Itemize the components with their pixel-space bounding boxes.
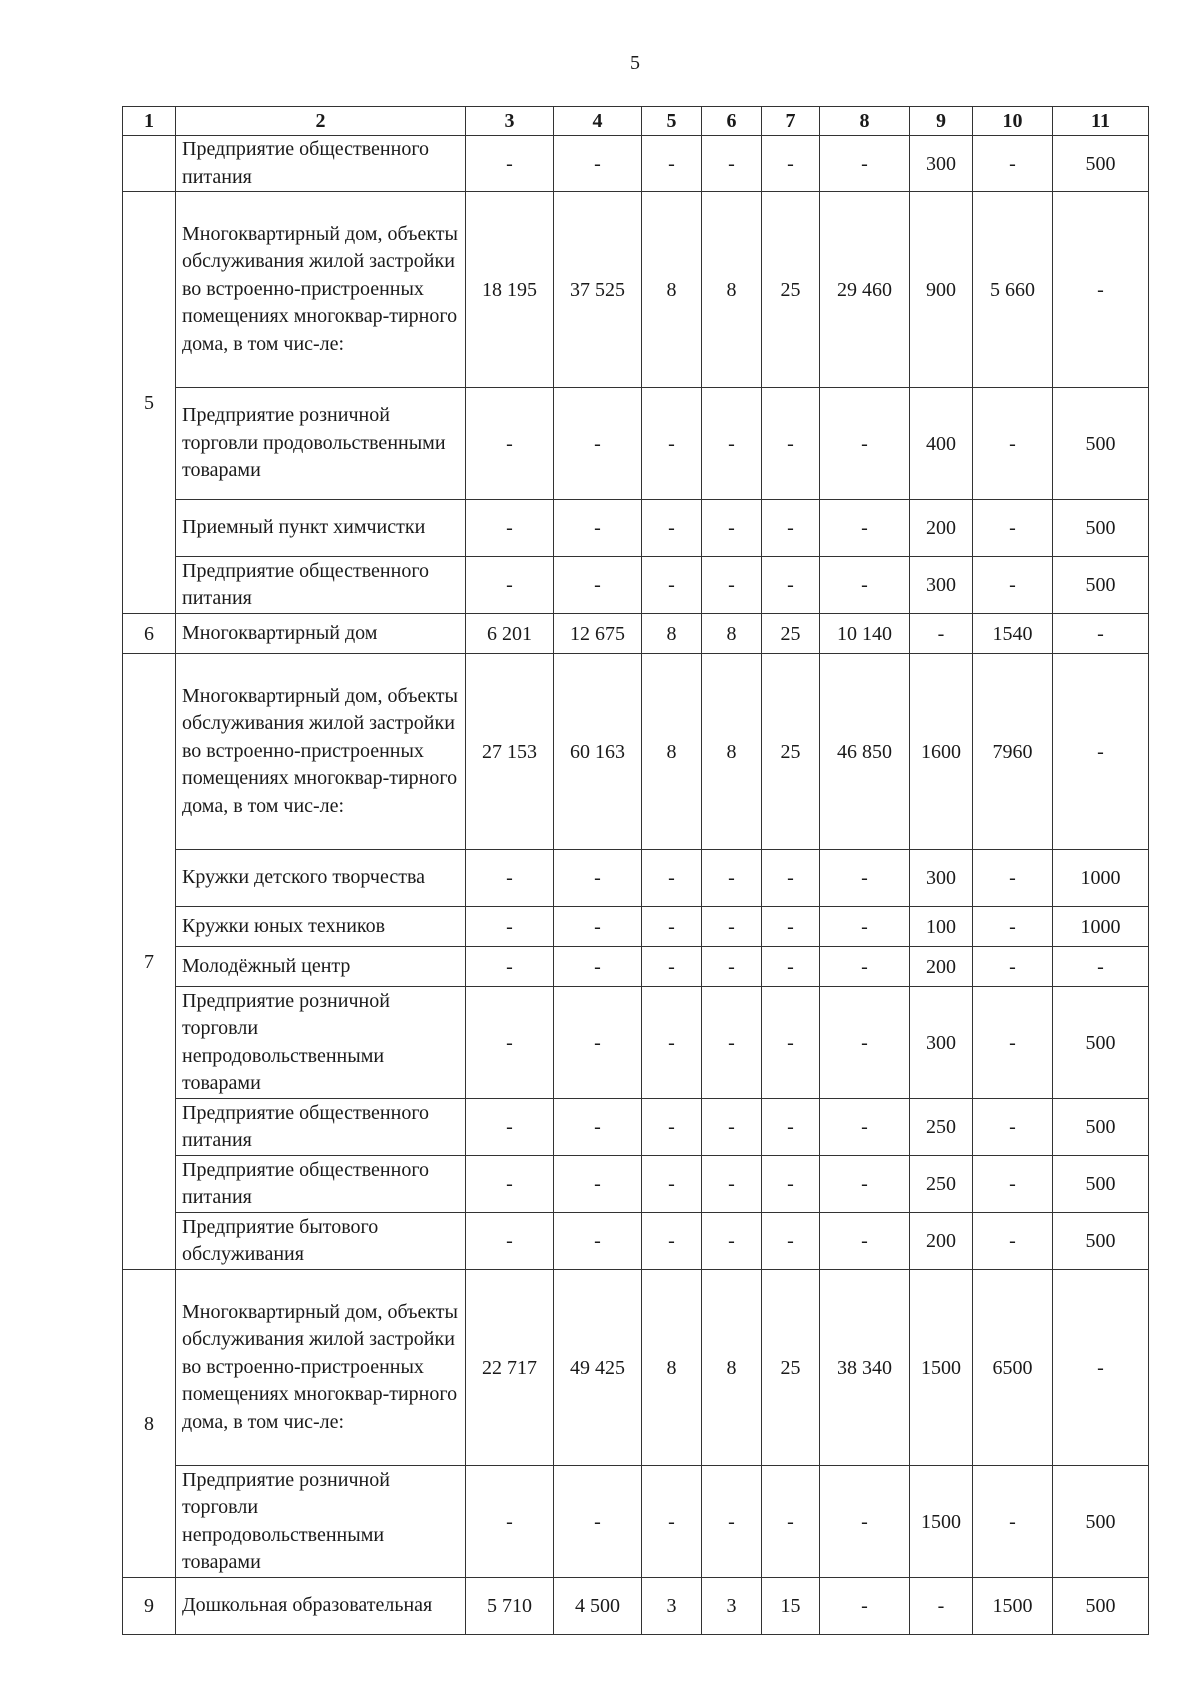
- cell: -: [702, 1156, 762, 1213]
- cell: -: [642, 907, 702, 947]
- cell: -: [973, 1466, 1053, 1578]
- cell: 8: [642, 192, 702, 388]
- object-name: Предприятие общественного питания: [176, 136, 466, 192]
- cell: 200: [910, 500, 973, 557]
- cell: 15: [762, 1578, 820, 1635]
- data-table: [122, 106, 1149, 1635]
- cell: -: [820, 557, 910, 614]
- cell: 4 500: [554, 1578, 642, 1635]
- object-name: Кружки юных техников: [176, 907, 466, 947]
- cell: -: [762, 136, 820, 192]
- col-header: 10: [973, 107, 1053, 136]
- cell: 250: [910, 1099, 973, 1156]
- cell: -: [466, 388, 554, 500]
- cell: -: [466, 1156, 554, 1213]
- table-row: [123, 1578, 1149, 1635]
- object-name: Кружки детского творчества: [176, 850, 466, 907]
- cell: 500: [1053, 557, 1149, 614]
- cell: -: [554, 907, 642, 947]
- cell: -: [642, 1466, 702, 1578]
- cell: 12 675: [554, 614, 642, 654]
- cell: 500: [1053, 1099, 1149, 1156]
- cell: 25: [762, 192, 820, 388]
- cell: -: [554, 987, 642, 1099]
- col-header: 3: [466, 107, 554, 136]
- cell: -: [702, 1213, 762, 1270]
- table-row: [123, 907, 1149, 947]
- cell: 8: [702, 192, 762, 388]
- cell: 500: [1053, 1578, 1149, 1635]
- cell: 7960: [973, 654, 1053, 850]
- table-row: [123, 614, 1149, 654]
- cell: 200: [910, 947, 973, 987]
- cell: -: [642, 1213, 702, 1270]
- object-name: Предприятие бытового обслуживания: [176, 1213, 466, 1270]
- table-row: [123, 654, 1149, 850]
- cell: -: [642, 1099, 702, 1156]
- cell: -: [820, 1466, 910, 1578]
- cell: -: [973, 1099, 1053, 1156]
- cell: -: [702, 907, 762, 947]
- cell: 500: [1053, 1466, 1149, 1578]
- cell: -: [642, 136, 702, 192]
- table-row: [123, 1099, 1149, 1156]
- cell: -: [702, 500, 762, 557]
- cell: 500: [1053, 136, 1149, 192]
- cell: -: [910, 614, 973, 654]
- cell: -: [642, 987, 702, 1099]
- cell: 300: [910, 136, 973, 192]
- cell: 29 460: [820, 192, 910, 388]
- table-row: [123, 500, 1149, 557]
- cell: 900: [910, 192, 973, 388]
- table-row: [123, 1213, 1149, 1270]
- col-header: 11: [1053, 107, 1149, 136]
- cell: -: [642, 947, 702, 987]
- cell: -: [702, 388, 762, 500]
- cell: 49 425: [554, 1270, 642, 1466]
- cell: -: [466, 1213, 554, 1270]
- cell: -: [702, 136, 762, 192]
- cell: -: [910, 1578, 973, 1635]
- cell: 500: [1053, 1213, 1149, 1270]
- object-name: Многоквартирный дом, объекты обслуживания жилой застройки во встроенно-пристроенных помещениях многоквар-тирного дома, в том чис-ле:: [176, 654, 466, 850]
- cell: 1500: [910, 1466, 973, 1578]
- cell: -: [466, 850, 554, 907]
- cell: -: [762, 850, 820, 907]
- cell: -: [1053, 1270, 1149, 1466]
- object-name: Предприятие общественного питания: [176, 557, 466, 614]
- cell: 37 525: [554, 192, 642, 388]
- col-header: 6: [702, 107, 762, 136]
- col-header: 1: [123, 107, 176, 136]
- col-header: 7: [762, 107, 820, 136]
- cell: -: [1053, 614, 1149, 654]
- cell: -: [1053, 192, 1149, 388]
- cell: 25: [762, 654, 820, 850]
- cell: 1500: [910, 1270, 973, 1466]
- cell: -: [973, 1156, 1053, 1213]
- page-number: 5: [630, 52, 640, 74]
- cell: -: [702, 1466, 762, 1578]
- cell: 500: [1053, 500, 1149, 557]
- cell: 1540: [973, 614, 1053, 654]
- cell: -: [820, 1099, 910, 1156]
- cell: -: [762, 500, 820, 557]
- cell: 200: [910, 1213, 973, 1270]
- table-row: [123, 557, 1149, 614]
- object-name: Молодёжный центр: [176, 947, 466, 987]
- cell: 5 710: [466, 1578, 554, 1635]
- cell: -: [762, 1466, 820, 1578]
- cell: -: [762, 987, 820, 1099]
- cell: -: [973, 850, 1053, 907]
- cell: 1000: [1053, 850, 1149, 907]
- cell: -: [702, 850, 762, 907]
- cell: -: [554, 388, 642, 500]
- cell: 18 195: [466, 192, 554, 388]
- cell: 8: [642, 614, 702, 654]
- col-header: 8: [820, 107, 910, 136]
- header-row: [123, 107, 1149, 136]
- col-header: 2: [176, 107, 466, 136]
- cell: 500: [1053, 987, 1149, 1099]
- cell: -: [466, 1099, 554, 1156]
- table-row: [123, 1270, 1149, 1466]
- table-row: [123, 388, 1149, 500]
- cell: -: [642, 1156, 702, 1213]
- row-number: [123, 136, 176, 192]
- row-number: 7: [123, 654, 176, 1270]
- col-header: 5: [642, 107, 702, 136]
- cell: 6500: [973, 1270, 1053, 1466]
- cell: -: [702, 987, 762, 1099]
- cell: -: [973, 907, 1053, 947]
- cell: -: [762, 1099, 820, 1156]
- cell: -: [554, 947, 642, 987]
- cell: 25: [762, 1270, 820, 1466]
- object-name: Многоквартирный дом, объекты обслуживания жилой застройки во встроенно-пристроенных помещениях многоквар-тирного дома, в том чис-ле:: [176, 1270, 466, 1466]
- cell: -: [466, 500, 554, 557]
- cell: 300: [910, 850, 973, 907]
- table-row: [123, 136, 1149, 192]
- object-name: Предприятие розничной торговли непродовольственными товарами: [176, 987, 466, 1099]
- object-name: Многоквартирный дом: [176, 614, 466, 654]
- cell: 1500: [973, 1578, 1053, 1635]
- cell: -: [820, 850, 910, 907]
- cell: -: [973, 388, 1053, 500]
- cell: 400: [910, 388, 973, 500]
- cell: -: [973, 987, 1053, 1099]
- cell: -: [762, 947, 820, 987]
- cell: -: [554, 1099, 642, 1156]
- table-row: [123, 987, 1149, 1099]
- cell: -: [762, 907, 820, 947]
- cell: -: [1053, 947, 1149, 987]
- col-header: 9: [910, 107, 973, 136]
- cell: -: [820, 500, 910, 557]
- row-number: 5: [123, 192, 176, 614]
- cell: -: [466, 987, 554, 1099]
- cell: -: [762, 1213, 820, 1270]
- cell: 46 850: [820, 654, 910, 850]
- cell: -: [820, 1156, 910, 1213]
- cell: -: [554, 557, 642, 614]
- cell: 8: [702, 654, 762, 850]
- cell: -: [820, 388, 910, 500]
- cell: 1000: [1053, 907, 1149, 947]
- cell: -: [554, 500, 642, 557]
- cell: 3: [702, 1578, 762, 1635]
- row-number: 8: [123, 1270, 176, 1578]
- cell: -: [820, 136, 910, 192]
- cell: 100: [910, 907, 973, 947]
- cell: -: [466, 1466, 554, 1578]
- cell: -: [820, 987, 910, 1099]
- cell: -: [466, 947, 554, 987]
- cell: 8: [702, 614, 762, 654]
- cell: -: [762, 388, 820, 500]
- table-row: [123, 850, 1149, 907]
- object-name: Предприятие розничной торговли непродовольственными товарами: [176, 1466, 466, 1578]
- object-name: Многоквартирный дом, объекты обслуживания жилой застройки во встроенно-пристроенных помещениях многоквар-тирного дома, в том чис-ле:: [176, 192, 466, 388]
- cell: 3: [642, 1578, 702, 1635]
- cell: 10 140: [820, 614, 910, 654]
- cell: -: [554, 136, 642, 192]
- cell: 500: [1053, 1156, 1149, 1213]
- cell: 60 163: [554, 654, 642, 850]
- cell: 8: [702, 1270, 762, 1466]
- cell: 250: [910, 1156, 973, 1213]
- cell: 8: [642, 654, 702, 850]
- cell: -: [973, 1213, 1053, 1270]
- cell: -: [642, 850, 702, 907]
- col-header: 4: [554, 107, 642, 136]
- cell: -: [702, 1099, 762, 1156]
- cell: -: [554, 850, 642, 907]
- cell: -: [820, 1578, 910, 1635]
- object-name: Дошкольная образовательная: [176, 1578, 466, 1635]
- cell: 38 340: [820, 1270, 910, 1466]
- cell: -: [762, 1156, 820, 1213]
- cell: -: [973, 557, 1053, 614]
- object-name: Приемный пункт химчистки: [176, 500, 466, 557]
- table-row: [123, 192, 1149, 388]
- cell: -: [973, 136, 1053, 192]
- cell: -: [554, 1466, 642, 1578]
- cell: -: [642, 500, 702, 557]
- cell: -: [1053, 654, 1149, 850]
- cell: -: [820, 1213, 910, 1270]
- cell: -: [702, 947, 762, 987]
- cell: 1600: [910, 654, 973, 850]
- cell: 500: [1053, 388, 1149, 500]
- cell: 300: [910, 987, 973, 1099]
- cell: -: [762, 557, 820, 614]
- cell: -: [642, 557, 702, 614]
- object-name: Предприятие общественного питания: [176, 1099, 466, 1156]
- cell: -: [820, 907, 910, 947]
- row-number: 9: [123, 1578, 176, 1635]
- cell: 25: [762, 614, 820, 654]
- table-row: [123, 1156, 1149, 1213]
- cell: -: [973, 500, 1053, 557]
- cell: 22 717: [466, 1270, 554, 1466]
- cell: 5 660: [973, 192, 1053, 388]
- cell: -: [642, 388, 702, 500]
- cell: 27 153: [466, 654, 554, 850]
- object-name: Предприятие общественного питания: [176, 1156, 466, 1213]
- cell: -: [702, 557, 762, 614]
- cell: -: [820, 947, 910, 987]
- cell: -: [466, 557, 554, 614]
- row-number: 6: [123, 614, 176, 654]
- cell: 6 201: [466, 614, 554, 654]
- cell: -: [973, 947, 1053, 987]
- cell: 8: [642, 1270, 702, 1466]
- cell: -: [554, 1156, 642, 1213]
- cell: -: [466, 136, 554, 192]
- cell: 300: [910, 557, 973, 614]
- table-row: [123, 947, 1149, 987]
- cell: -: [554, 1213, 642, 1270]
- cell: -: [466, 907, 554, 947]
- table-row: [123, 1466, 1149, 1578]
- object-name: Предприятие розничной торговли продовольственными товарами: [176, 388, 466, 500]
